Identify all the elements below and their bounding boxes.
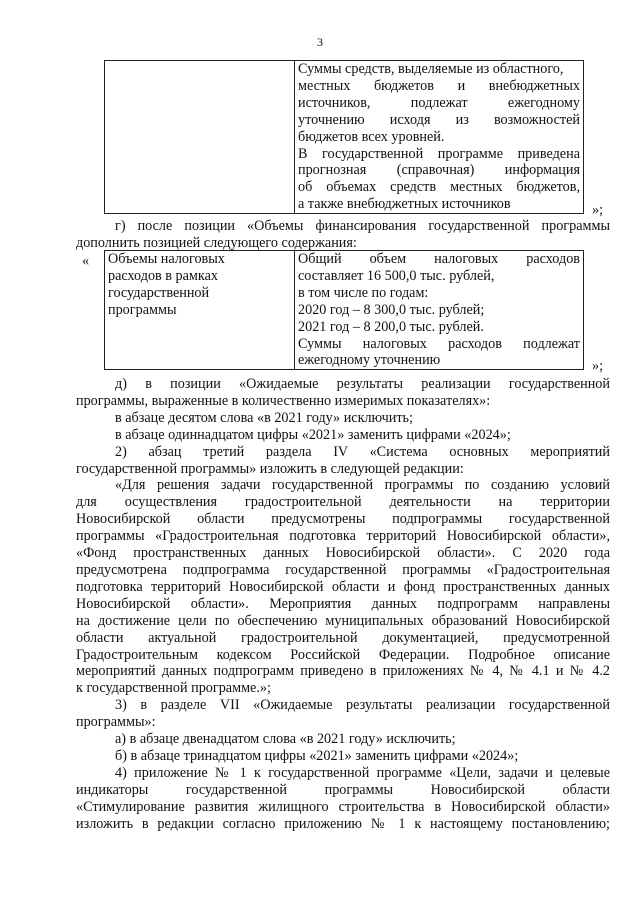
table-line: Общий объем налоговых расходов — [298, 251, 580, 267]
text-line: подготовка территорий Новосибирской области и фонд пространственных данных — [76, 578, 610, 595]
document-body — [76, 376, 610, 832]
table-line: уточнению исходя из возможностей — [298, 111, 580, 128]
table-line: об объемах средств местных бюджетов, — [298, 179, 580, 196]
text-line: в абзаце одиннадцатом цифры «2021» заменить цифрами «2024»; — [115, 426, 511, 443]
text-line: к государственной программе.»; — [76, 680, 271, 697]
table-line: а также внебюджетных источников — [298, 196, 511, 213]
text-line: в абзаце десятом слова «в 2021 году» исключить; — [115, 409, 413, 426]
opening-quote: « — [82, 253, 90, 269]
table-line: прогнозная (справочная) информация — [298, 162, 580, 179]
table-line: ежегодному уточнению — [298, 352, 441, 369]
table-line: 2021 год – 8 200,0 тыс. рублей. — [298, 318, 484, 335]
table-line: В государственной программе приведена — [298, 145, 580, 162]
table-line: в том числе по годам: — [298, 284, 429, 301]
table-line: Суммы средств, выделяемые из областного, — [298, 61, 564, 77]
text-line: государственной программы» изложить в следующей редакции: — [76, 460, 464, 477]
tax-expenditure-value-cell — [295, 251, 584, 370]
table-line: местных бюджетов и внебюджетных — [298, 77, 580, 94]
text-line: «Фонд пространственных данных Новосибирской области». С 2020 года — [76, 545, 610, 562]
text-line: изложить в редакции согласно приложению № 1 к настоящему постановлению; — [76, 815, 610, 832]
text-line: г) после позиции «Объемы финансирования государственной программы — [115, 218, 610, 234]
text-line: 4) приложение № 1 к государственной программе «Цели, задачи и целевые — [115, 764, 610, 781]
text-line: Новосибирской области предусмотрены подпрограммы государственной — [76, 511, 610, 528]
text-line: программы «Градостроительная подготовка территорий Новосибирской области», — [76, 528, 610, 545]
funding-table-fragment — [104, 60, 584, 214]
text-line: «Стимулирование развития жилищного строительства в Новосибирской области» — [76, 798, 610, 815]
table-line: программы — [108, 301, 177, 318]
tax-expenditure-label-cell — [105, 251, 295, 370]
paragraph-g — [76, 218, 610, 252]
text-line: б) в абзаце тринадцатом цифры «2021» заменить цифрами «2024»; — [115, 747, 519, 764]
text-line: мероприятий данных подпрограмм приведено в приложениях № 4, № 4.1 и № 4.2 — [76, 663, 610, 680]
table-line: государственной — [108, 284, 210, 301]
funding-description-cell — [295, 61, 584, 214]
text-line: предусмотрена подпрограмма государственной программы «Градостроительная — [76, 561, 610, 578]
table-line: бюджетов всех уровней. — [298, 128, 445, 145]
text-line: Новосибирской области». Мероприятия данных подпрограмм направлены — [76, 595, 610, 612]
text-line: программы»: — [76, 714, 156, 731]
table-line: Объемы налоговых — [108, 251, 225, 267]
text-line: 3) в разделе VII «Ожидаемые результаты реализации государственной — [115, 697, 610, 714]
text-line: индикаторы государственной программы Новосибирской области — [76, 781, 610, 798]
table-line: Суммы налоговых расходов подлежат — [298, 335, 580, 352]
text-line: дополнить позицией следующего содержания: — [76, 234, 357, 251]
text-line: на достижение цели по обеспечению муниципальных образований Новосибирской — [76, 612, 610, 629]
closing-quote-1: »; — [592, 202, 604, 218]
text-line: «Для решения задачи государственной программы по созданию условий — [115, 477, 610, 494]
text-line: а) в абзаце двенадцатом слова «в 2021 году» исключить; — [115, 731, 456, 748]
text-line: области актуальной градостроительной документацией, предусмотренной — [76, 629, 610, 646]
table-line: расходов в рамках — [108, 267, 218, 284]
page-number: 3 — [317, 35, 323, 49]
closing-quote-2: »; — [592, 358, 604, 374]
text-line: программы, выраженные в количественно измеримых показателях»: — [76, 392, 491, 409]
table-cell-empty — [105, 61, 295, 214]
tax-expenditure-table — [104, 250, 584, 370]
text-line: для осуществления градостроительной деятельности на территории — [76, 494, 610, 511]
text-line: д) в позиции «Ожидаемые результаты реализации государственной — [115, 376, 610, 392]
table-line: источников, подлежат ежегодному — [298, 94, 580, 111]
table-line: составляет 16 500,0 тыс. рублей, — [298, 267, 495, 284]
text-line: 2) абзац третий раздела IV «Система основных мероприятий — [115, 443, 610, 460]
text-line: Градостроительным кодексом Российской Федерации. Подробное описание — [76, 646, 610, 663]
table-line: 2020 год – 8 300,0 тыс. рублей; — [298, 301, 485, 318]
